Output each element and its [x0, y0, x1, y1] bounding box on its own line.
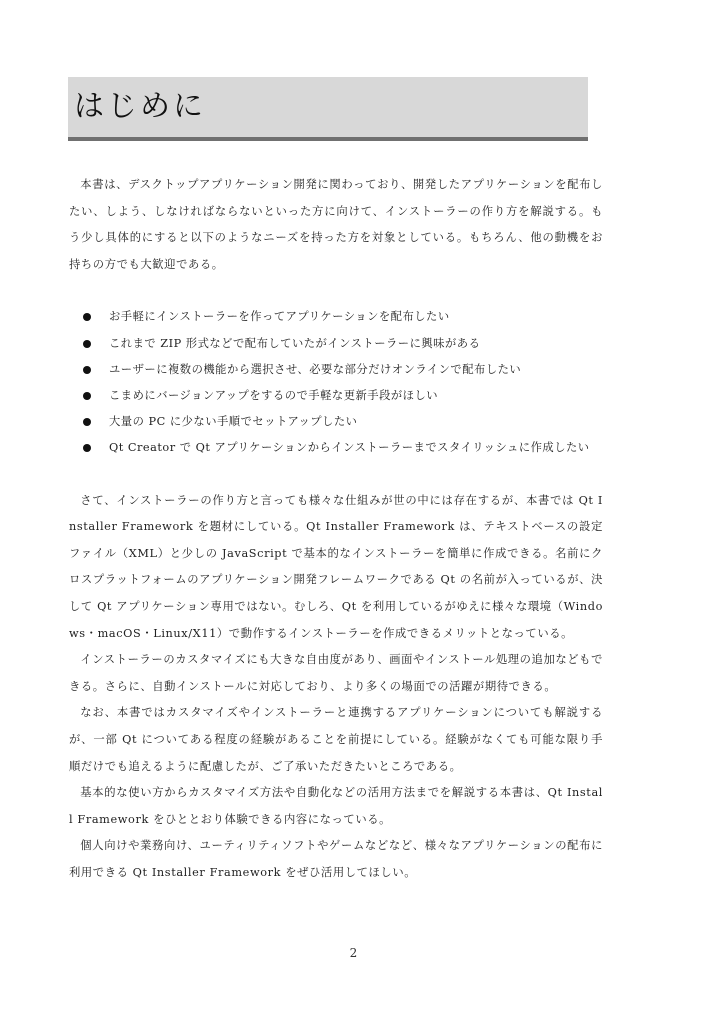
- list-item-text: お手軽にインストーラーを作ってアプリケーションを配布したい: [109, 310, 450, 324]
- needs-list: [69, 304, 603, 461]
- list-item: [69, 331, 603, 357]
- list-item-text: Qt Creator で Qt アプリケーションからインストーラーまでスタイリッシュに作成したい: [109, 441, 590, 455]
- body-paragraph: さて、インストーラーの作り方と言っても様々な仕組みが世の中には存在するが、本書では Qt Installer Framework を題材にしている。Qt Installer Framework は、テキストベースの設定ファイル（XML）と少しの JavaScript で基本的なインストーラーを簡単に作成できる。名前にクロスプラットフォームのアプリケーション開発フレームワークである Qt の名前が入っているが、決して Qt アプリケーション専用ではない。むしろ、Qt を利用しているがゆえに様々な環境（Windows・macOS・Linux/X11）で動作するインストーラーを作成できるメリットとなっている。: [69, 493, 603, 640]
- bullet-icon: [83, 444, 91, 452]
- list-item: [69, 383, 603, 409]
- bullet-icon: [83, 340, 91, 348]
- list-item-text: これまで ZIP 形式などで配布していたがインストーラーに興味がある: [109, 336, 481, 350]
- body-paragraph: 基本的な使い方からカスタマイズ方法や自動化などの活用方法までを解説する本書は、Qt Install Framework をひととおり体験できる内容になっている。: [69, 786, 603, 826]
- list-item-text: 大量の PC に少ない手順でセットアップしたい: [109, 415, 358, 429]
- chapter-title-box: [68, 77, 588, 141]
- list-item: [69, 357, 603, 383]
- body-paragraphs: [69, 488, 603, 887]
- intro-paragraph: 本書は、デスクトップアプリケーション開発に関わっており、開発したアプリケーションを配布したい、しよう、しなければならないといった方に向けて、インストーラーの作り方を解説する。もう少し具体的にすると以下のようなニーズを持った方を対象としている。もちろん、他の動機をお持ちの方でも大歓迎である。: [69, 178, 603, 271]
- body-paragraph: なお、本書ではカスタマイズやインストーラーと連携するアプリケーションについても解説するが、一部 Qt についてある程度の経験があることを前提にしている。経験がなくても可能な限り手順だけでも追えるように配慮したが、ご了承いただきたいところである。: [69, 706, 603, 773]
- bullet-icon: [83, 392, 91, 400]
- list-item: [69, 304, 603, 330]
- bullet-icon: [83, 366, 91, 374]
- bullet-icon: [83, 418, 91, 426]
- document-body: [69, 172, 603, 887]
- bullet-icon: [83, 313, 91, 321]
- chapter-title: はじめに: [74, 89, 206, 124]
- body-paragraph: 個人向けや業務向け、ユーティリティソフトやゲームなどなど、様々なアプリケーションの配布に利用できる Qt Installer Framework をぜひ活用してほしい。: [69, 839, 603, 879]
- page-number: 2: [349, 946, 358, 960]
- list-item-text: ユーザーに複数の機能から選択させ、必要な部分だけオンラインで配布したい: [109, 362, 522, 376]
- list-item: [69, 409, 603, 435]
- body-paragraph: インストーラーのカスタマイズにも大きな自由度があり、画面やインストール処理の追加などもできる。さらに、自動インストールに対応しており、より多くの場面での活躍が期待できる。: [69, 653, 603, 693]
- list-item-text: こまめにバージョンアップをするので手軽な更新手段がほしい: [109, 388, 439, 402]
- list-item: [69, 435, 603, 461]
